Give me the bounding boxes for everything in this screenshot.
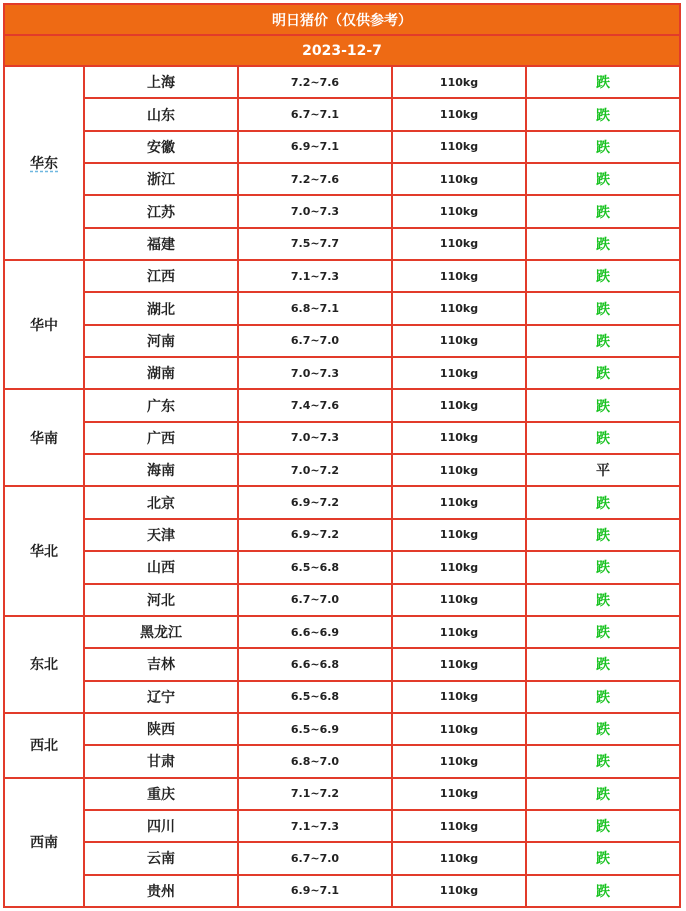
trend-cell: 跌 xyxy=(526,131,680,163)
trend-cell: 跌 xyxy=(526,616,680,648)
price-cell: 6.6~6.8 xyxy=(238,648,392,680)
trend-cell: 跌 xyxy=(526,713,680,745)
region-cell xyxy=(4,260,84,389)
trend-cell: 跌 xyxy=(526,486,680,518)
table-row xyxy=(4,519,680,551)
table-row xyxy=(4,648,680,680)
date-row xyxy=(4,35,680,66)
province-cell: 福建 xyxy=(84,228,238,260)
price-cell: 7.0~7.3 xyxy=(238,422,392,454)
table-row xyxy=(4,454,680,486)
province-cell: 上海 xyxy=(84,66,238,98)
price-cell: 6.7~7.0 xyxy=(238,325,392,357)
region-label: 东北 xyxy=(30,657,58,674)
trend-cell: 跌 xyxy=(526,681,680,713)
province-cell: 湖北 xyxy=(84,292,238,324)
price-cell: 6.9~7.2 xyxy=(238,486,392,518)
weight-cell: 110kg xyxy=(392,292,526,324)
table-row xyxy=(4,195,680,227)
table-row xyxy=(4,66,680,98)
price-cell: 7.2~7.6 xyxy=(238,66,392,98)
trend-cell: 跌 xyxy=(526,163,680,195)
trend-cell: 跌 xyxy=(526,98,680,130)
table-row xyxy=(4,713,680,745)
province-cell: 四川 xyxy=(84,810,238,842)
table-row xyxy=(4,745,680,777)
region-cell xyxy=(4,389,84,486)
province-cell: 海南 xyxy=(84,454,238,486)
region-cell xyxy=(4,778,84,907)
table-row xyxy=(4,228,680,260)
table-row xyxy=(4,389,680,421)
price-cell: 6.5~6.8 xyxy=(238,551,392,583)
province-cell: 广东 xyxy=(84,389,238,421)
trend-cell: 跌 xyxy=(526,357,680,389)
table-row xyxy=(4,584,680,616)
trend-cell: 跌 xyxy=(526,292,680,324)
province-cell: 云南 xyxy=(84,842,238,874)
table-row xyxy=(4,325,680,357)
price-cell: 7.4~7.6 xyxy=(238,389,392,421)
table-row xyxy=(4,551,680,583)
trend-cell: 跌 xyxy=(526,260,680,292)
price-cell: 7.2~7.6 xyxy=(238,163,392,195)
province-cell: 陕西 xyxy=(84,713,238,745)
weight-cell: 110kg xyxy=(392,616,526,648)
price-cell: 6.5~6.9 xyxy=(238,713,392,745)
province-cell: 山东 xyxy=(84,98,238,130)
region-cell xyxy=(4,486,84,615)
price-table xyxy=(3,3,681,908)
trend-cell: 跌 xyxy=(526,519,680,551)
price-cell: 7.1~7.2 xyxy=(238,778,392,810)
weight-cell: 110kg xyxy=(392,875,526,907)
weight-cell: 110kg xyxy=(392,778,526,810)
weight-cell: 110kg xyxy=(392,713,526,745)
weight-cell: 110kg xyxy=(392,648,526,680)
price-cell: 6.9~7.1 xyxy=(238,131,392,163)
trend-cell: 跌 xyxy=(526,745,680,777)
trend-cell: 跌 xyxy=(526,584,680,616)
province-cell: 广西 xyxy=(84,422,238,454)
price-cell: 6.5~6.8 xyxy=(238,681,392,713)
trend-cell: 跌 xyxy=(526,810,680,842)
table-row xyxy=(4,778,680,810)
weight-cell: 110kg xyxy=(392,486,526,518)
weight-cell: 110kg xyxy=(392,584,526,616)
weight-cell: 110kg xyxy=(392,325,526,357)
region-label: 西南 xyxy=(30,835,58,852)
weight-cell: 110kg xyxy=(392,551,526,583)
table-row xyxy=(4,260,680,292)
price-cell: 7.0~7.3 xyxy=(238,195,392,227)
table-row xyxy=(4,875,680,907)
weight-cell: 110kg xyxy=(392,422,526,454)
date-label: 2023-12-7 xyxy=(4,35,680,66)
price-sheet xyxy=(3,3,679,908)
trend-cell: 跌 xyxy=(526,389,680,421)
province-cell: 辽宁 xyxy=(84,681,238,713)
trend-cell: 跌 xyxy=(526,778,680,810)
province-cell: 甘肃 xyxy=(84,745,238,777)
province-cell: 北京 xyxy=(84,486,238,518)
price-cell: 6.8~7.1 xyxy=(238,292,392,324)
price-cell: 6.6~6.9 xyxy=(238,616,392,648)
weight-cell: 110kg xyxy=(392,810,526,842)
table-row xyxy=(4,131,680,163)
region-cell xyxy=(4,616,84,713)
weight-cell: 110kg xyxy=(392,98,526,130)
trend-cell: 跌 xyxy=(526,325,680,357)
weight-cell: 110kg xyxy=(392,66,526,98)
trend-cell: 跌 xyxy=(526,875,680,907)
province-cell: 江苏 xyxy=(84,195,238,227)
region-label: 华中 xyxy=(30,317,58,334)
price-cell: 7.1~7.3 xyxy=(238,260,392,292)
region-label: 华南 xyxy=(30,430,58,447)
province-cell: 吉林 xyxy=(84,648,238,680)
weight-cell: 110kg xyxy=(392,260,526,292)
weight-cell: 110kg xyxy=(392,163,526,195)
trend-cell: 跌 xyxy=(526,228,680,260)
weight-cell: 110kg xyxy=(392,195,526,227)
table-row xyxy=(4,422,680,454)
weight-cell: 110kg xyxy=(392,519,526,551)
province-cell: 安徽 xyxy=(84,131,238,163)
price-cell: 6.7~7.1 xyxy=(238,98,392,130)
trend-cell: 跌 xyxy=(526,422,680,454)
province-cell: 山西 xyxy=(84,551,238,583)
weight-cell: 110kg xyxy=(392,228,526,260)
table-row xyxy=(4,842,680,874)
price-cell: 6.8~7.0 xyxy=(238,745,392,777)
price-cell: 7.5~7.7 xyxy=(238,228,392,260)
region-label: 华东 xyxy=(30,156,58,173)
page-title: 明日猪价（仅供参考） xyxy=(4,4,680,35)
province-cell: 黑龙江 xyxy=(84,616,238,648)
table-row xyxy=(4,810,680,842)
price-cell: 7.0~7.2 xyxy=(238,454,392,486)
price-cell: 6.9~7.1 xyxy=(238,875,392,907)
province-cell: 河北 xyxy=(84,584,238,616)
region-cell xyxy=(4,713,84,778)
table-row xyxy=(4,292,680,324)
table-row xyxy=(4,163,680,195)
weight-cell: 110kg xyxy=(392,389,526,421)
table-row xyxy=(4,98,680,130)
weight-cell: 110kg xyxy=(392,842,526,874)
price-cell: 6.9~7.2 xyxy=(238,519,392,551)
table-row xyxy=(4,616,680,648)
table-row xyxy=(4,357,680,389)
region-label: 西北 xyxy=(30,738,58,755)
weight-cell: 110kg xyxy=(392,681,526,713)
weight-cell: 110kg xyxy=(392,454,526,486)
province-cell: 贵州 xyxy=(84,875,238,907)
weight-cell: 110kg xyxy=(392,357,526,389)
trend-cell: 跌 xyxy=(526,66,680,98)
price-cell: 7.1~7.3 xyxy=(238,810,392,842)
title-row xyxy=(4,4,680,35)
trend-cell: 跌 xyxy=(526,842,680,874)
province-cell: 河南 xyxy=(84,325,238,357)
table-row xyxy=(4,681,680,713)
weight-cell: 110kg xyxy=(392,745,526,777)
region-cell xyxy=(4,66,84,260)
price-cell: 6.7~7.0 xyxy=(238,842,392,874)
price-cell: 6.7~7.0 xyxy=(238,584,392,616)
province-cell: 重庆 xyxy=(84,778,238,810)
province-cell: 天津 xyxy=(84,519,238,551)
trend-cell: 跌 xyxy=(526,648,680,680)
weight-cell: 110kg xyxy=(392,131,526,163)
region-label: 华北 xyxy=(30,544,58,561)
province-cell: 浙江 xyxy=(84,163,238,195)
province-cell: 江西 xyxy=(84,260,238,292)
trend-cell: 平 xyxy=(526,454,680,486)
trend-cell: 跌 xyxy=(526,551,680,583)
province-cell: 湖南 xyxy=(84,357,238,389)
price-cell: 7.0~7.3 xyxy=(238,357,392,389)
table-row xyxy=(4,486,680,518)
trend-cell: 跌 xyxy=(526,195,680,227)
